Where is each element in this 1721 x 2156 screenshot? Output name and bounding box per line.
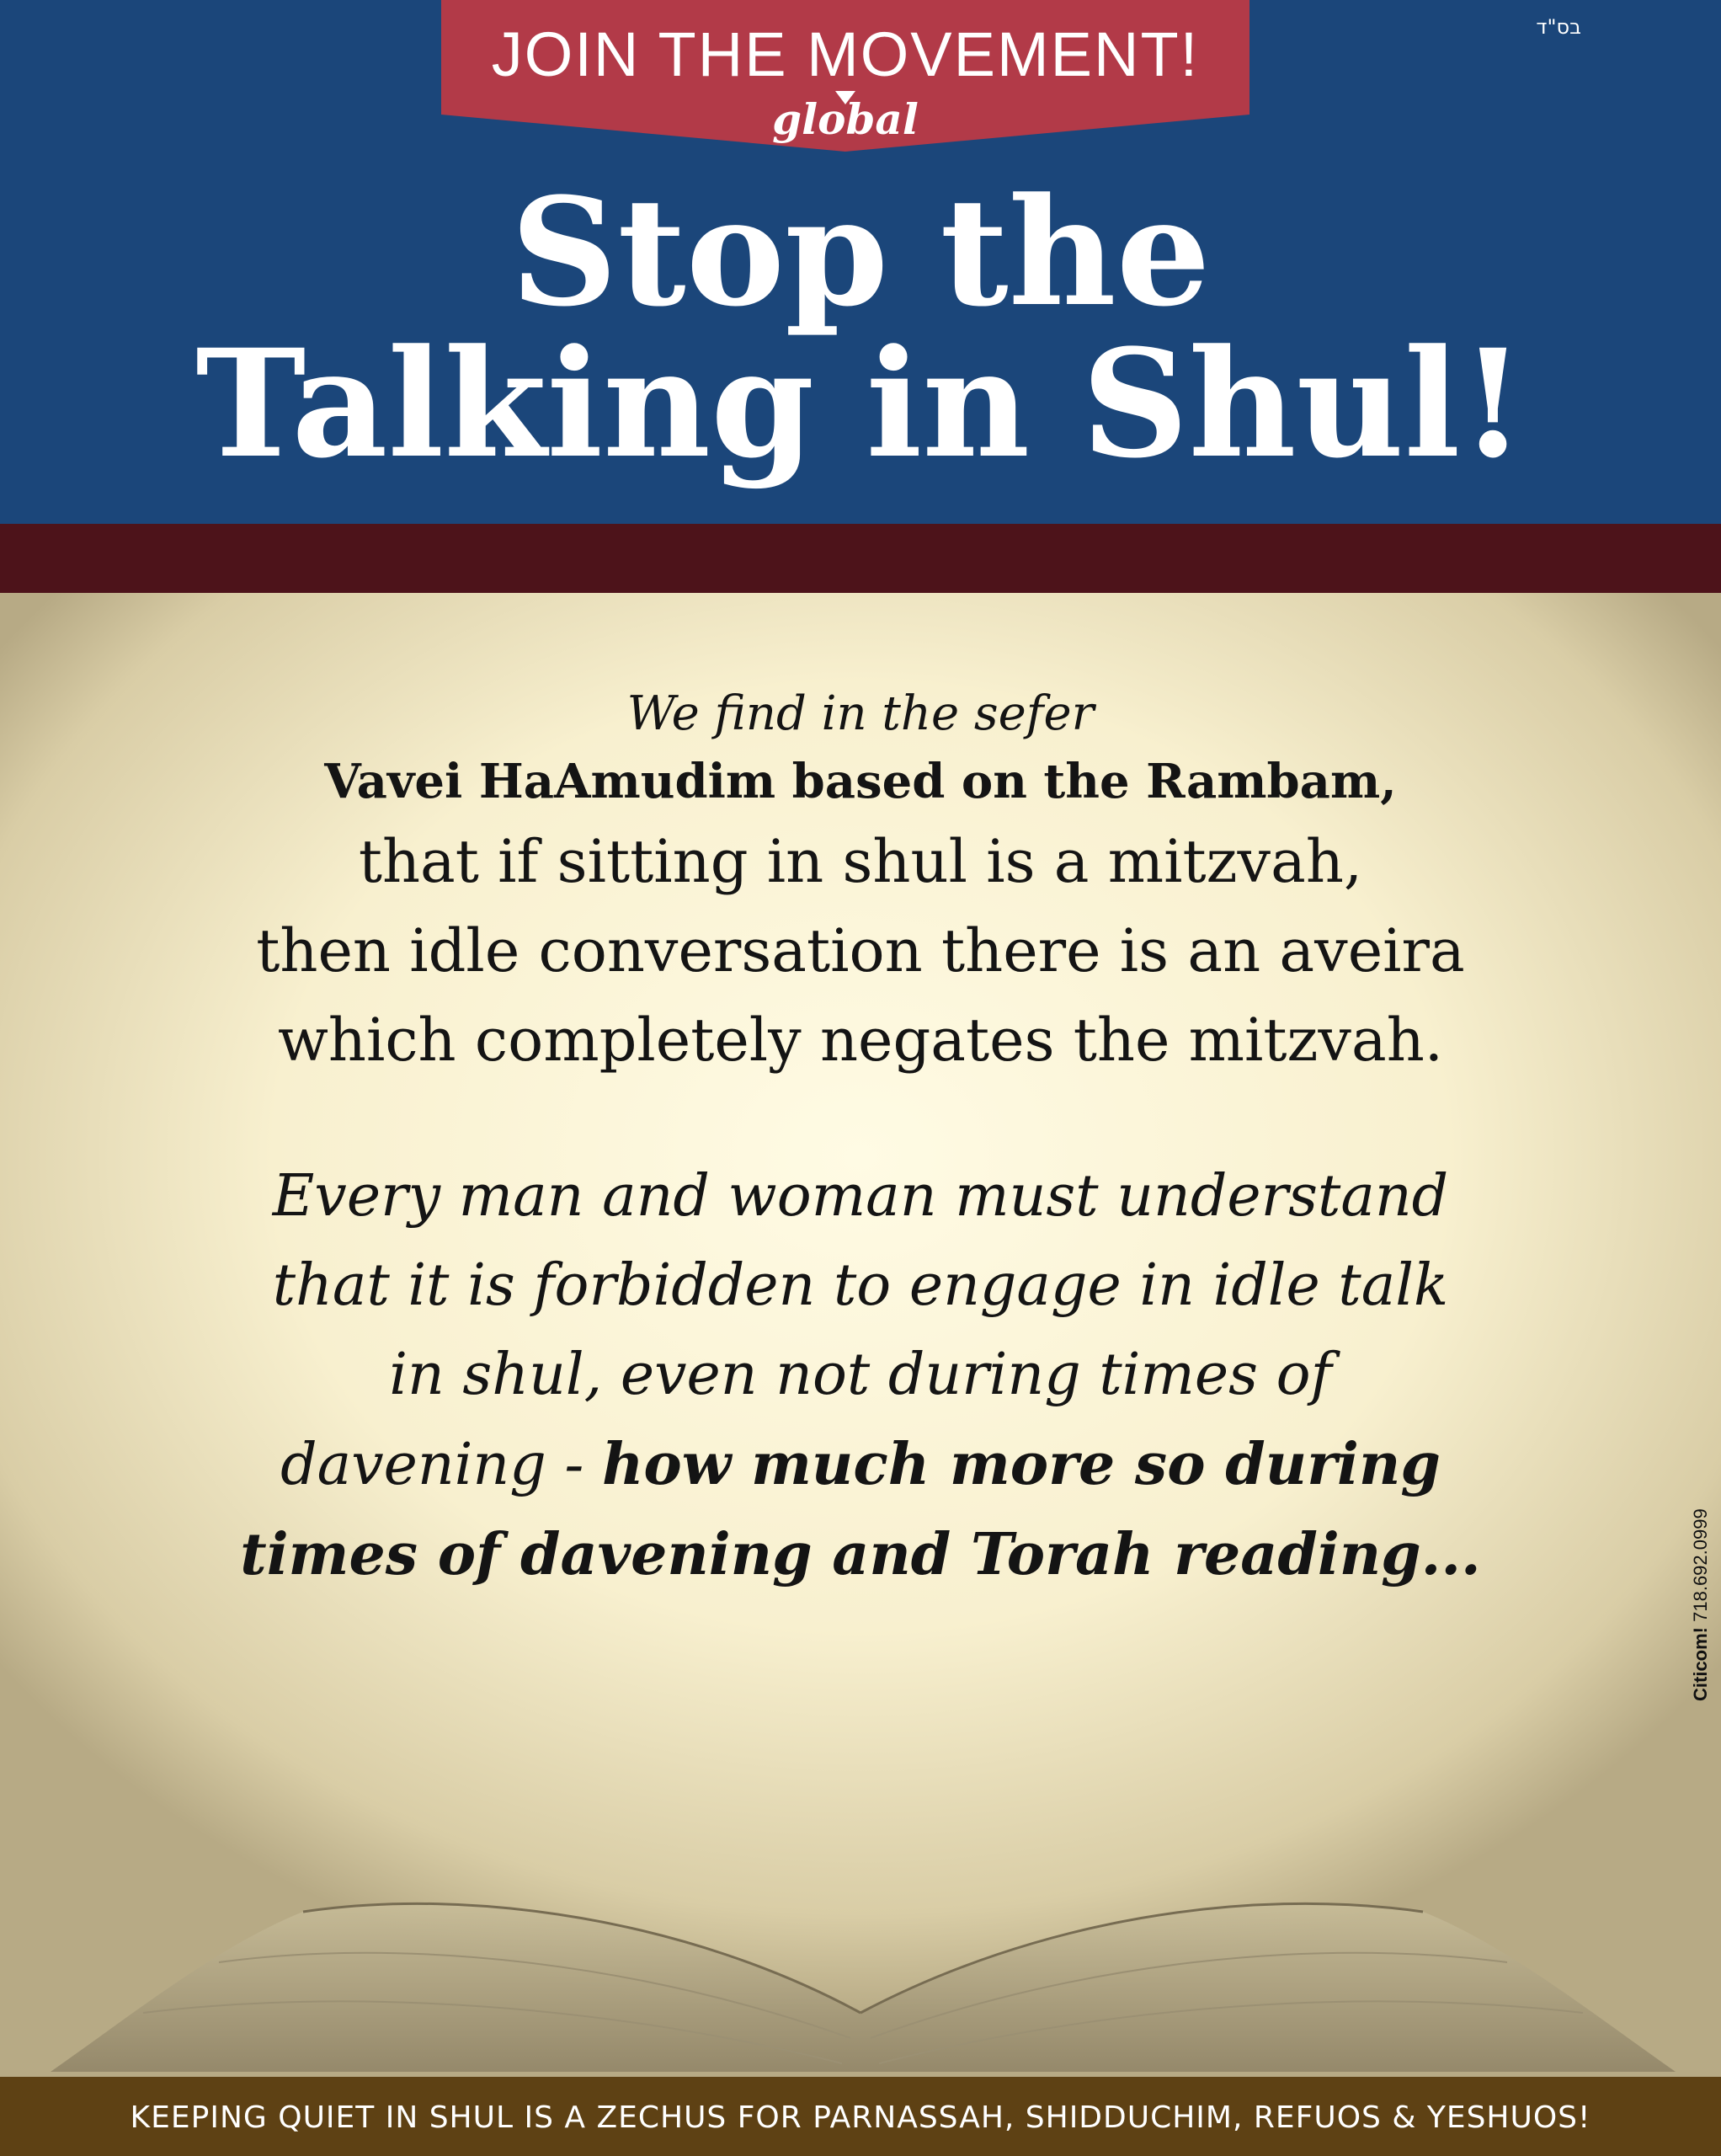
banner-text: JOIN THE MOVEMENT! <box>491 19 1200 89</box>
paragraph-2-emphasis: times of davening and Torah reading... <box>240 1521 1481 1588</box>
page-title <box>0 165 1721 491</box>
paragraph-2-line: that it is forbidden to engage in idle talk <box>272 1252 1449 1319</box>
paragraph-2 <box>135 1152 1586 1600</box>
join-banner <box>441 0 1249 152</box>
credit-phone: 718.692.0999 <box>1690 1508 1711 1622</box>
paragraph-2-line: Every man and woman must understand <box>272 1163 1449 1230</box>
corner-mark: בס"ד <box>1536 15 1581 39</box>
title-line-1: Stop the <box>510 165 1211 339</box>
paragraph-2-emphasis: how much more so during <box>601 1431 1441 1498</box>
paragraph-2-plain: davening - <box>280 1432 602 1498</box>
source-line: Vavei HaAmudim based on the Rambam, <box>324 754 1397 809</box>
paragraph-1-line: that if sitting in shul is a mitzvah, <box>358 827 1363 896</box>
open-book-illustration <box>0 1819 1721 2077</box>
paragraph-2-line: in shul, even not during times of <box>389 1342 1332 1408</box>
title-line-2: Talking in Shul! <box>195 317 1526 491</box>
paragraph-2-line <box>135 1510 1586 1600</box>
paragraph-2-line <box>135 1420 1586 1510</box>
printer-credit <box>1690 1508 1712 1701</box>
paragraph-1-line: which completely negates the mitzvah. <box>277 1006 1444 1075</box>
paragraph-1-line: then idle conversation there is an aveira <box>256 916 1465 985</box>
footer-text: KEEPING QUIET IN SHUL IS A ZECHUS FOR PARNASSAH, SHIDDUCHIM, REFUOS & YESHUOS! <box>130 2100 1591 2135</box>
main-message <box>135 682 1586 1600</box>
footer-band <box>0 2077 1721 2156</box>
credit-name: Citicom! <box>1690 1627 1711 1701</box>
brand-logo: global <box>772 94 919 144</box>
intro-line: We find in the sefer <box>626 686 1095 741</box>
paragraph-1 <box>135 817 1586 1085</box>
maroon-divider <box>0 524 1721 593</box>
